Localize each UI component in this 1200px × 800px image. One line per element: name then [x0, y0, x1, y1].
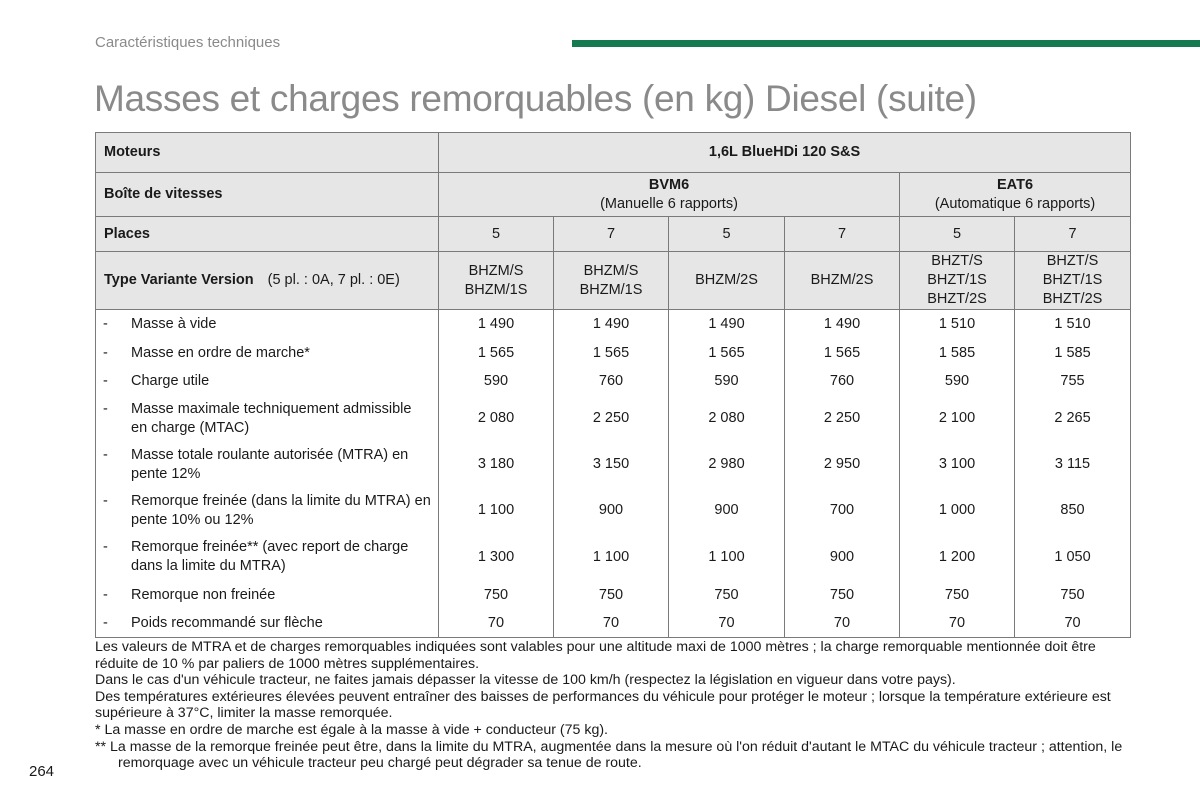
value-cell: 2 080 [669, 396, 785, 442]
gearbox-desc: (Automatique 6 rapports) [934, 195, 1096, 212]
value-cell: 2 250 [554, 396, 669, 442]
gearbox-name: EAT6 [997, 176, 1034, 193]
type-cell [669, 252, 785, 310]
value-cell: 1 490 [785, 310, 900, 339]
value-cell: 1 585 [1015, 339, 1131, 368]
row-label-cell [96, 310, 439, 339]
value-cell: 900 [669, 488, 785, 534]
moteurs-label: Moteurs [96, 133, 439, 173]
type-code: BHZM/1S [579, 281, 643, 298]
value-cell: 900 [785, 534, 900, 581]
section-label: Caractéristiques techniques [95, 34, 281, 51]
note-ordre-de-marche: * La masse en ordre de marche est égale à la masse à vide + conducteur (75 kg). [95, 721, 609, 738]
row-dash: - [103, 400, 108, 417]
table-row [96, 581, 1131, 610]
value-cell: 1 565 [554, 339, 669, 368]
value-cell: 1 565 [785, 339, 900, 368]
row-label: Remorque freinée (dans la limite du MTRA) en pente 10% ou 12% [131, 492, 431, 528]
header-accent-bar [572, 40, 1200, 47]
row-dash: - [103, 344, 108, 361]
value-cell: 1 490 [554, 310, 669, 339]
type-label-cell [96, 252, 439, 310]
row-dash: - [103, 492, 108, 509]
value-cell: 2 265 [1015, 396, 1131, 442]
type-cell [1015, 252, 1131, 310]
value-cell: 1 490 [439, 310, 554, 339]
value-cell: 1 565 [439, 339, 554, 368]
type-code: BHZT/S [1046, 253, 1099, 269]
page-number: 264 [29, 763, 55, 780]
type-code: BHZM/2S [810, 272, 874, 288]
value-cell: 750 [900, 581, 1015, 610]
value-cell: 750 [785, 581, 900, 610]
row-dash: - [103, 315, 108, 332]
places-cell: 7 [1015, 217, 1131, 252]
row-label-cell [96, 442, 439, 488]
value-cell: 70 [1015, 610, 1131, 638]
row-label-cell [96, 610, 439, 638]
type-code: BHZM/S [583, 262, 639, 279]
value-cell: 760 [554, 368, 669, 396]
value-cell: 3 180 [439, 442, 554, 488]
value-cell: 750 [669, 581, 785, 610]
type-code: BHZT/S [931, 253, 983, 269]
value-cell: 2 250 [785, 396, 900, 442]
row-dash: - [103, 539, 108, 555]
value-cell: 1 490 [669, 310, 785, 339]
value-cell: 1 510 [1015, 310, 1131, 339]
value-cell: 70 [439, 610, 554, 638]
type-cell [439, 252, 554, 310]
places-cell: 5 [900, 217, 1015, 252]
row-label: Remorque non freinée [131, 586, 276, 603]
value-cell: 1 100 [439, 488, 554, 534]
value-cell: 1 200 [900, 534, 1015, 581]
value-cell: 750 [1015, 581, 1131, 610]
type-cell [554, 252, 669, 310]
value-cell: 2 100 [900, 396, 1015, 442]
type-code: BHZT/1S [927, 272, 987, 288]
footnotes [95, 639, 1140, 772]
value-cell: 3 100 [900, 442, 1015, 488]
places-cell: 7 [554, 217, 669, 252]
row-boite [96, 173, 1131, 217]
type-code: BHZT/1S [1042, 272, 1103, 288]
table-row [96, 610, 1131, 638]
value-cell: 70 [900, 610, 1015, 638]
value-cell: 755 [1015, 368, 1131, 396]
type-cell [785, 252, 900, 310]
value-cell: 1 300 [439, 534, 554, 581]
row-label-cell [96, 396, 439, 442]
table-row [96, 534, 1131, 581]
value-cell: 590 [439, 368, 554, 396]
page-title: Masses et charges remorquables (en kg) Diesel (suite) [94, 78, 977, 119]
row-label: Poids recommandé sur flèche [131, 614, 323, 631]
row-dash: - [103, 373, 108, 389]
gearbox-eat6 [900, 173, 1131, 217]
value-cell: 3 150 [554, 442, 669, 488]
value-cell: 1 510 [900, 310, 1015, 339]
value-cell: 2 980 [669, 442, 785, 488]
value-cell: 1 100 [669, 534, 785, 581]
value-cell: 850 [1015, 488, 1131, 534]
places-label: Places [96, 217, 439, 252]
type-label: Type Variante Version [104, 272, 254, 288]
value-cell: 70 [785, 610, 900, 638]
row-label-cell [96, 534, 439, 581]
value-cell: 700 [785, 488, 900, 534]
type-code: BHZT/2S [1042, 291, 1103, 307]
row-label-cell [96, 339, 439, 368]
gearbox-name: BVM6 [648, 176, 690, 193]
value-cell: 1 565 [669, 339, 785, 368]
value-cell: 590 [669, 368, 785, 396]
type-code: BHZT/2S [927, 291, 987, 307]
row-label: Masse à vide [131, 315, 217, 332]
note-temperature: Des températures extérieures élevées peuvent entraîner des baisses de performances du véhicule pour protéger le moteur ; lorsque la température extérieure est supérieure à 37°C, limiter la masse remorquée. [95, 688, 1111, 722]
value-cell: 1 000 [900, 488, 1015, 534]
note-remorque-freinee: ** La masse de la remorque freinée peut être, dans la limite du MTRA, augmentée dans la mesure où l'on réduit d'autant le MTAC du véhicule tracteur ; attention, le remorquage avec un véhicule tracteur peu chargé peut dégrader sa tenue de route. [95, 738, 1123, 772]
gearbox-desc: (Manuelle 6 rapports) [600, 195, 738, 212]
row-dash: - [103, 586, 108, 603]
row-label: Masse en ordre de marche* [131, 344, 310, 361]
gearbox-bvm6 [439, 173, 900, 217]
row-label-cell [96, 368, 439, 396]
value-cell: 1 585 [900, 339, 1015, 368]
value-cell: 750 [554, 581, 669, 610]
row-dash: - [103, 446, 108, 463]
places-cell: 7 [785, 217, 900, 252]
table-row [96, 396, 1131, 442]
type-cell [900, 252, 1015, 310]
table-row [96, 488, 1131, 534]
type-note: (5 pl. : 0A, 7 pl. : 0E) [267, 272, 400, 288]
moteur-value: 1,6L BlueHDi 120 S&S [439, 133, 1131, 173]
row-moteurs [96, 133, 1131, 173]
type-code: BHZM/S [468, 262, 524, 279]
table-row [96, 368, 1131, 396]
value-cell: 750 [439, 581, 554, 610]
note-altitude: Les valeurs de MTRA et de charges remorquables indiquées sont valables pour une altitude maxi de 1000 mètres ; la charge remorquable mentionnée doit être réduite de 10 % par paliers de 1000 mètres supplémentaires. [95, 639, 1096, 672]
value-cell: 1 050 [1015, 534, 1131, 581]
value-cell: 590 [900, 368, 1015, 396]
places-cell: 5 [669, 217, 785, 252]
value-cell: 2 080 [439, 396, 554, 442]
table-row [96, 310, 1131, 339]
mass-table [95, 132, 1131, 638]
row-places [96, 217, 1131, 252]
type-code: BHZM/1S [464, 281, 528, 298]
boite-label: Boîte de vitesses [96, 173, 439, 217]
row-label-cell [96, 581, 439, 610]
row-dash: - [103, 614, 108, 631]
row-label-cell [96, 488, 439, 534]
value-cell: 2 950 [785, 442, 900, 488]
note-speed: Dans le cas d'un véhicule tracteur, ne faites jamais dépasser la vitesse de 100 km/h (respectez la législation en vigueur dans votre pays). [95, 672, 956, 689]
row-label: Masse maximale techniquement admissible en charge (MTAC) [131, 400, 412, 436]
type-code: BHZM/2S [695, 272, 758, 288]
row-label: Remorque freinée** (avec report de charge dans la limite du MTRA) [131, 539, 409, 574]
places-cell: 5 [439, 217, 554, 252]
row-label: Masse totale roulante autorisée (MTRA) en pente 12% [131, 446, 409, 482]
table-row [96, 339, 1131, 368]
value-cell: 70 [669, 610, 785, 638]
value-cell: 70 [554, 610, 669, 638]
value-cell: 3 115 [1015, 442, 1131, 488]
value-cell: 760 [785, 368, 900, 396]
table-row [96, 442, 1131, 488]
value-cell: 1 100 [554, 534, 669, 581]
row-label: Charge utile [131, 373, 210, 389]
value-cell: 900 [554, 488, 669, 534]
row-type [96, 252, 1131, 310]
